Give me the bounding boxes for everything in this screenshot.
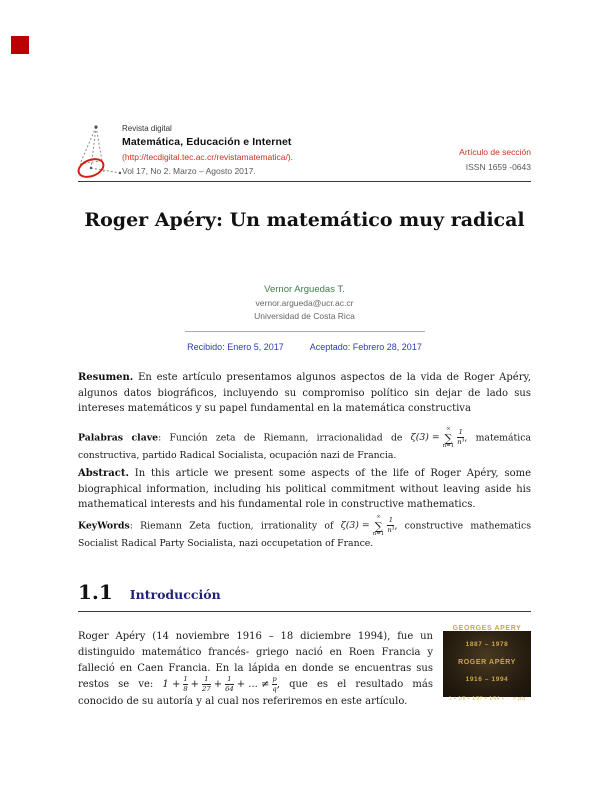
intro-paragraph	[78, 624, 531, 709]
section-heading	[78, 580, 531, 604]
keywords-es-paragraph	[78, 427, 531, 464]
author-email-link[interactable]: vernor.argueda@ucr.ac.cr	[255, 298, 354, 308]
header-divider	[78, 181, 531, 182]
apery-series-formula: 1 + $\frac{1}{8}$ + $\frac{1}{27}$ + $\frac{1}{64}$ + ... ≠ p q	[162, 675, 277, 693]
intro-text-1: Roger Apéry (14 noviembre 1916 – 18 diciembre 1994), fue un distinguido matemático francés- griego nació en Roen Francia y falleció en Caen Francia. En la lápida en donde se encuentras sus restos se ve:	[78, 631, 433, 691]
journal-header	[78, 123, 531, 180]
zeta-lhs: ζ(3) =	[410, 431, 440, 443]
resumen-paragraph	[78, 370, 531, 417]
abstract-paragraph	[78, 466, 531, 513]
section-number: 1.1	[78, 580, 113, 604]
resumen-label: Resumen.	[78, 372, 134, 383]
accepted-date: Aceptado: Febrero 28, 2017	[309, 342, 422, 352]
dates-row	[78, 342, 531, 352]
journal-url-link[interactable]: (http://tecdigital.tec.ac.cr/revistamatematica/).	[122, 152, 294, 162]
palabras-pre-text: : Función zeta de Riemann, irracionalidad de	[158, 432, 411, 444]
dates-divider	[185, 331, 425, 332]
tombstone-image	[443, 624, 531, 702]
article-title: Roger Apéry: Un matemático muy radical	[84, 209, 525, 231]
fraction-1-64: $\frac{1}{64}$	[225, 675, 234, 693]
abstract-label: Abstract.	[78, 468, 129, 479]
tombstone-years-1: 1887 – 1978	[465, 641, 509, 649]
click-marker	[11, 36, 29, 54]
zeta-fraction: 1 n³	[457, 428, 465, 446]
section-title: Introducción	[129, 587, 221, 602]
zeta-fraction: 1 n³	[387, 516, 395, 534]
author-affiliation: Universidad de Costa Rica	[254, 311, 355, 321]
section-divider	[78, 611, 531, 612]
tombstone-formula: 1 + 1⁄8 + 1⁄27 + 1⁄64 + ⋯ ≠ p⁄q	[448, 695, 526, 702]
resumen-text: En este artículo presentamos algunos aspectos de la vida de Roger Apéry, algunos datos biográficos, incluyendo su compromiso político sin dejar de lado sus intereses matemáticos y su papel fundamental en la matemática constructiva	[78, 372, 531, 414]
article-type-label: Artículo de sección	[459, 147, 531, 157]
author-name: Vernor Arguedas T.	[264, 284, 345, 295]
tombstone-name-1: GEORGES APERY	[452, 624, 522, 632]
keywords-post-text: , constructive mathematics Socialist Radical Party Socialista, nazi occupetation of France.	[78, 520, 531, 549]
tombstone-years-2: 1916 – 1994	[465, 675, 509, 683]
summation-symbol: ∞ ∑ n=1	[442, 426, 455, 449]
volume-info: Vol 17, No 2. Marzo – Agosto 2017.	[122, 166, 256, 176]
intro-text-2: , que es el resultado más conocido de su autoría y al cual nos referiremos en este artículo.	[78, 679, 433, 707]
fraction-1-27: $\frac{1}{27}$	[202, 675, 211, 693]
header-right	[459, 147, 531, 172]
palabras-clave-label: Palabras clave	[78, 432, 159, 444]
keywords-label: KeyWords	[78, 520, 130, 532]
fraction-p-q: p q	[272, 675, 277, 693]
author-block	[78, 284, 531, 321]
keywords-pre-text: : Riemann Zeta fuction, irrationality of	[129, 520, 341, 532]
summation-symbol: ∞ ∑ n=1	[372, 514, 385, 537]
journal-cone-logo-icon	[76, 123, 124, 181]
received-date: Recibido: Enero 5, 2017	[187, 342, 284, 352]
issn-label: ISSN 1659 -0643	[465, 162, 531, 172]
palabras-post-text: , matemática constructiva, partido Radical Socialista, ocupación nazi de Francia.	[78, 432, 532, 461]
fraction-1-8: $\frac{1}{8}$	[183, 675, 188, 693]
tombstone-name-2: ROGER APÉRY	[458, 659, 516, 667]
journal-kicker: Revista digital	[122, 124, 172, 133]
zeta-formula	[411, 427, 465, 449]
keywords-en-paragraph	[78, 515, 531, 552]
abstract-text: In this article we present some aspects of the life of Roger Apéry, some biographical information, including his political commitment without leaving aside his mathematical interests and his fundamental role in constructive mathematics.	[78, 468, 531, 510]
journal-name: Matemática, Educación e Internet	[122, 136, 292, 148]
zeta-formula	[341, 515, 395, 537]
zeta-lhs: ζ(3) =	[340, 519, 370, 531]
